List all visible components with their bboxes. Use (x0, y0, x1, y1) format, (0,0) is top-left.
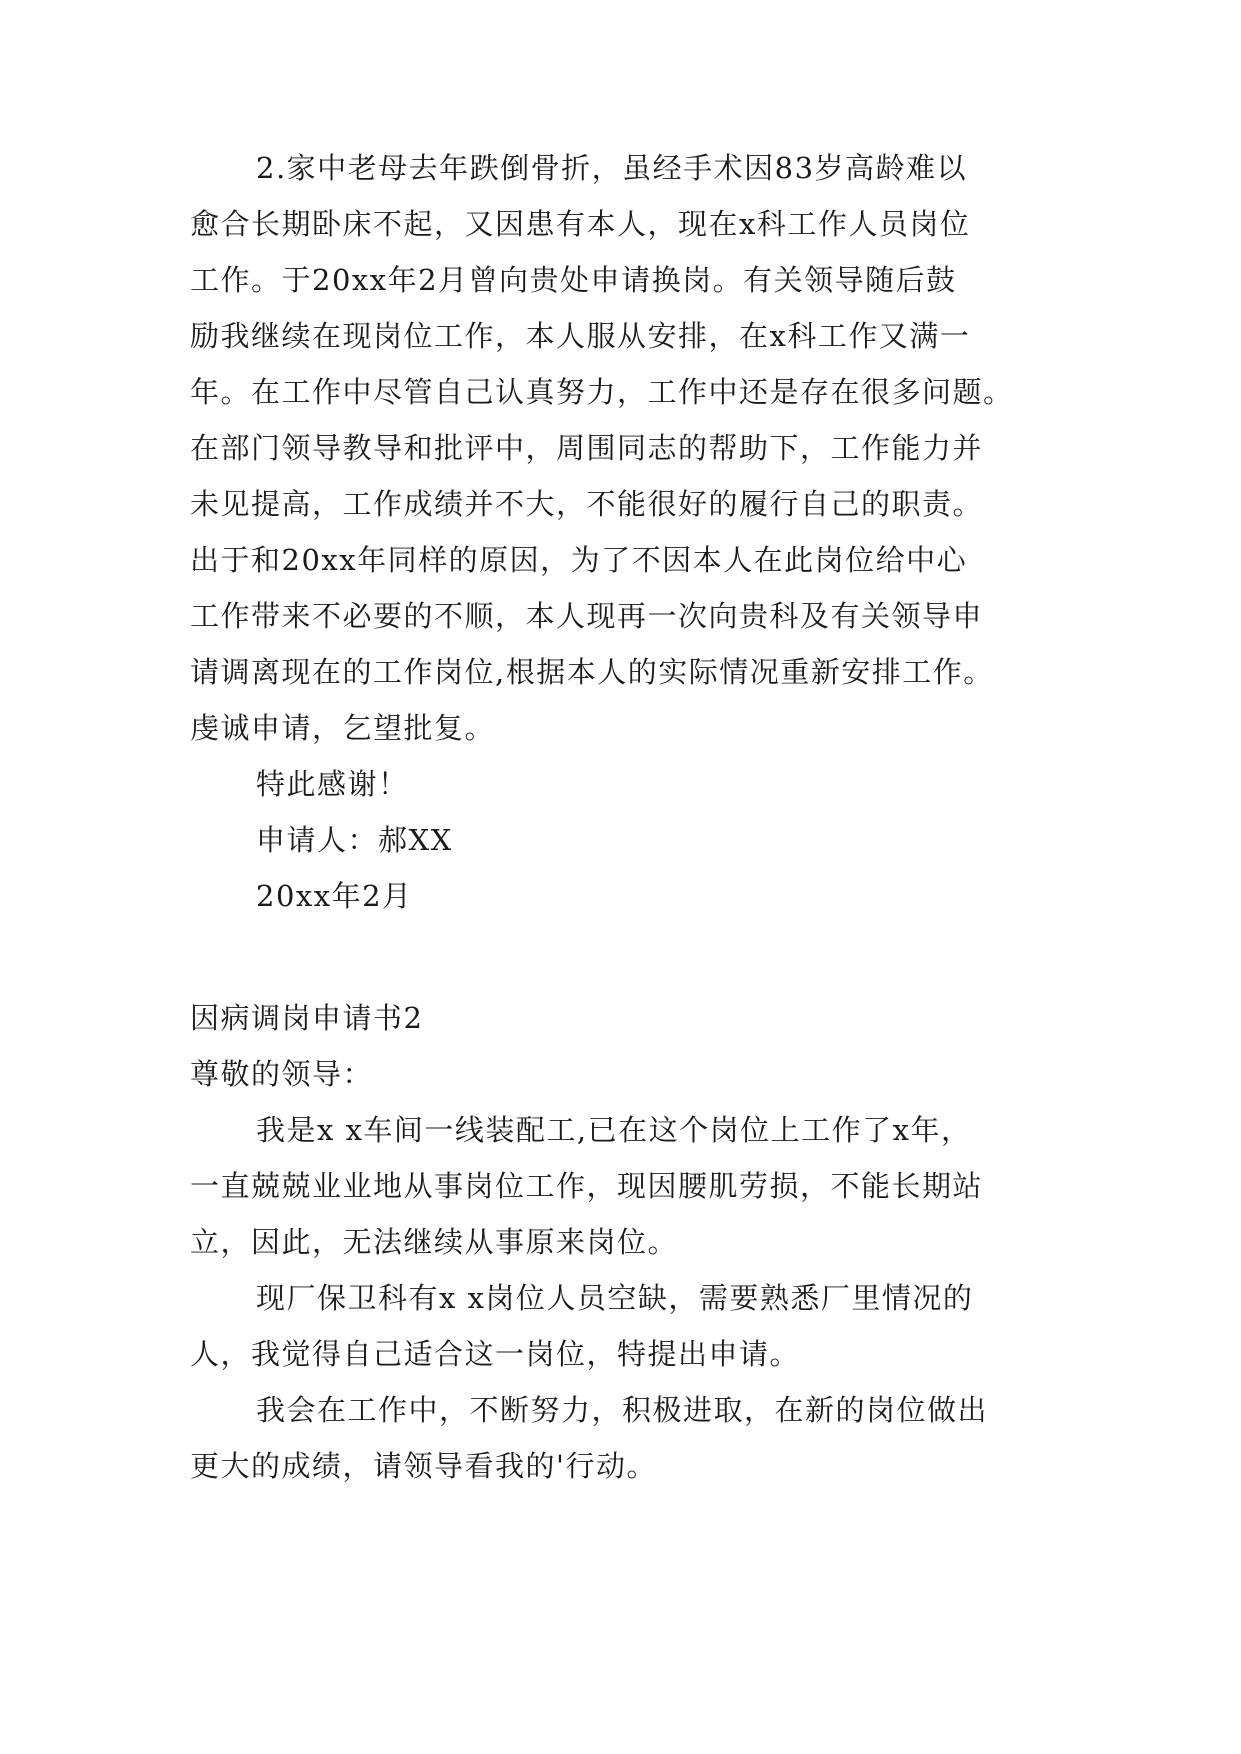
salutation: 尊敬的领导： (190, 1057, 374, 1091)
paragraph-line: 愈合长期卧床不起，又因患有本人，现在x科工作人员岗位 (190, 207, 971, 241)
paragraph-line: 现厂保卫科有x x岗位人员空缺，需要熟悉厂里情况的 (256, 1281, 974, 1315)
paragraph-line: 励我继续在现岗位工作，本人服从安排，在x科工作又满一 (190, 319, 971, 353)
paragraph-line: 立，因此，无法继续从事原来岗位。 (190, 1225, 679, 1259)
paragraph-line: 2.家中老母去年跌倒骨折，虽经手术因83岁高龄难以 (256, 151, 968, 185)
paragraph-line: 工作带来不必要的不顺，本人现再一次向贵科及有关领导申 (190, 599, 984, 633)
paragraph-line: 人，我觉得自己适合这一岗位，特提出申请。 (190, 1337, 801, 1371)
paragraph-line: 更大的成绩，请领导看我的'行动。 (190, 1449, 657, 1483)
paragraph-line: 年。在工作中尽管自己认真努力，工作中还是存在很多问题。 (190, 375, 1014, 409)
applicant-signature: 申请人：郝XX (256, 823, 453, 857)
document-title: 因病调岗申请书2 (190, 1001, 424, 1035)
paragraph-line: 工作。于20xx年2月曾向贵处申请换岗。有关领导随后鼓 (190, 263, 957, 297)
paragraph-line: 我会在工作中，不断努力，积极进取，在新的岗位做出 (256, 1393, 989, 1427)
paragraph-line: 未见提高，工作成绩并不大，不能很好的履行自己的职责。 (190, 487, 984, 521)
paragraph-line: 一直兢兢业业地从事岗位工作，现因腰肌劳损，不能长期站 (190, 1169, 984, 1203)
paragraph-line: 请调离现在的工作岗位,根据本人的实际情况重新安排工作。 (190, 655, 994, 689)
paragraph-line: 我是x x车间一线装配工,已在这个岗位上工作了x年， (256, 1113, 972, 1147)
paragraph-line: 虔诚申请，乞望批复。 (190, 711, 496, 745)
paragraph-line: 在部门领导教导和批评中，周围同志的帮助下，工作能力并 (190, 431, 984, 465)
letter-date: 20xx年2月 (256, 879, 413, 913)
closing-thanks: 特此感谢！ (256, 767, 409, 801)
paragraph-line: 出于和20xx年同样的原因，为了不因本人在此岗位给中心 (190, 543, 968, 577)
